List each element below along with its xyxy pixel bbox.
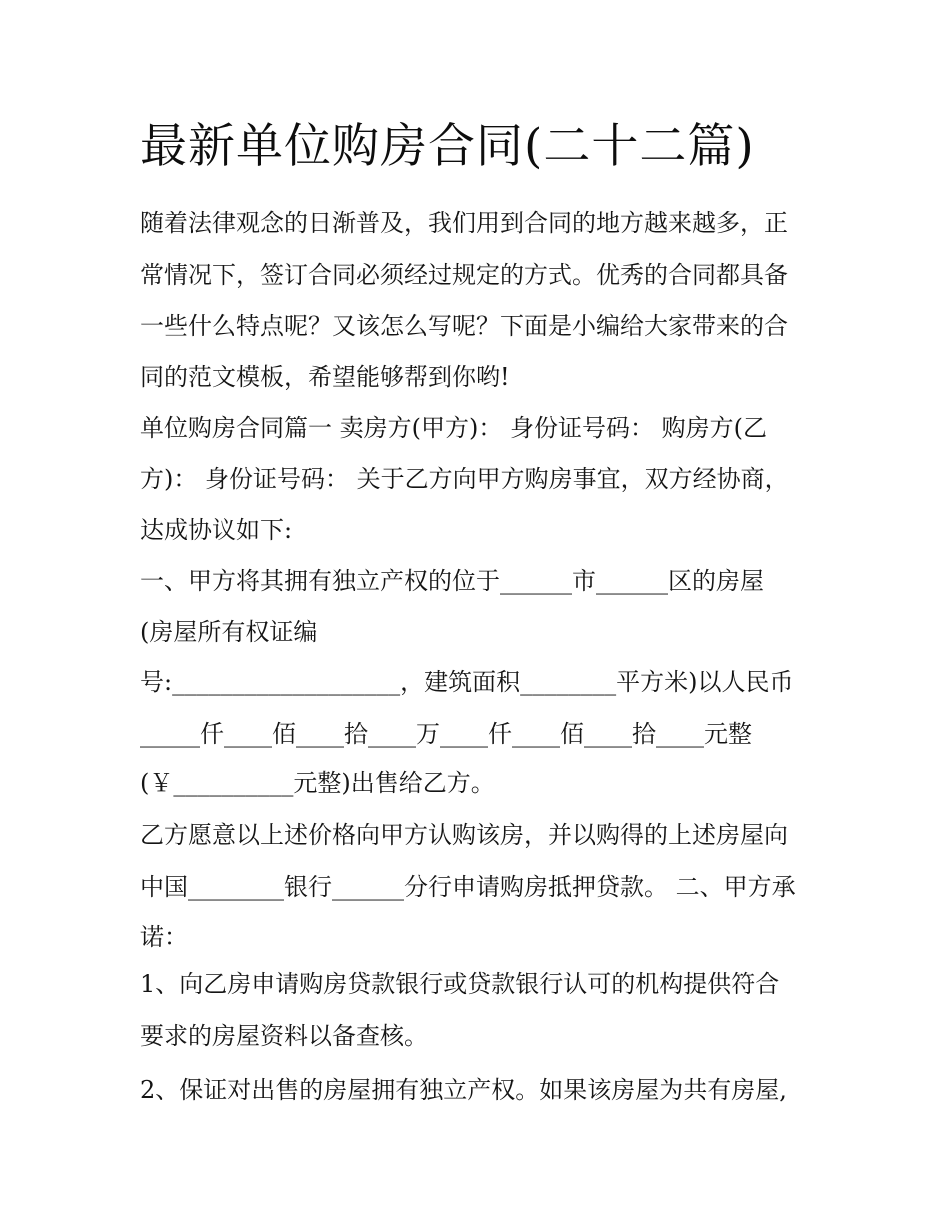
paragraph-line: 一些什么特点呢？又该怎么写呢？下面是小编给大家带来的合 xyxy=(140,312,788,340)
paragraph-line: 随着法律观念的日渐普及，我们用到合同的地方越来越多，正 xyxy=(140,209,788,237)
paragraph-line: 方)： 身份证号码： 关于乙方向甲方购房事宜，双方经协商， xyxy=(140,465,789,493)
paragraph-line: 号:___________________，建筑面积________平方米)以人民币 xyxy=(140,668,794,696)
paragraph-line: 1、向乙房申请购房贷款银行或贷款银行认可的机构提供符合 xyxy=(140,970,780,998)
paragraph-line: 要求的房屋资料以备查核。 xyxy=(140,1022,428,1050)
document-title: 最新单位购房合同(二十二篇) xyxy=(140,119,755,174)
paragraph-line: 同的范文模板，希望能够帮到你哟! xyxy=(140,363,510,391)
paragraph-line: (房屋所有权证编 xyxy=(140,618,318,646)
paragraph-line: 单位购房合同篇一 卖房方(甲方)： 身份证号码： 购房方(乙 xyxy=(140,414,767,442)
paragraph-line: 乙方愿意以上述价格向甲方认购该房，并以购得的上述房屋向 xyxy=(140,821,788,849)
paragraph-line: 一、甲方将其拥有独立产权的位于______市______区的房屋 xyxy=(140,567,764,595)
paragraph-line: 诺： xyxy=(140,923,188,951)
paragraph-line: 中国________银行______分行申请购房抵押贷款。 二、甲方承 xyxy=(140,873,796,901)
paragraph-line: 2、保证对出售的房屋拥有独立产权。如果该房屋为共有房屋, xyxy=(140,1076,787,1104)
paragraph-line: 常情况下，签订合同必须经过规定的方式。优秀的合同都具备 xyxy=(140,261,788,289)
paragraph-line: _____仟____佰____拾____万____仟____佰____拾____元整 xyxy=(140,720,752,748)
paragraph-line: (￥__________元整)出售给乙方。 xyxy=(140,769,495,797)
paragraph-line: 达成协议如下: xyxy=(140,516,293,544)
